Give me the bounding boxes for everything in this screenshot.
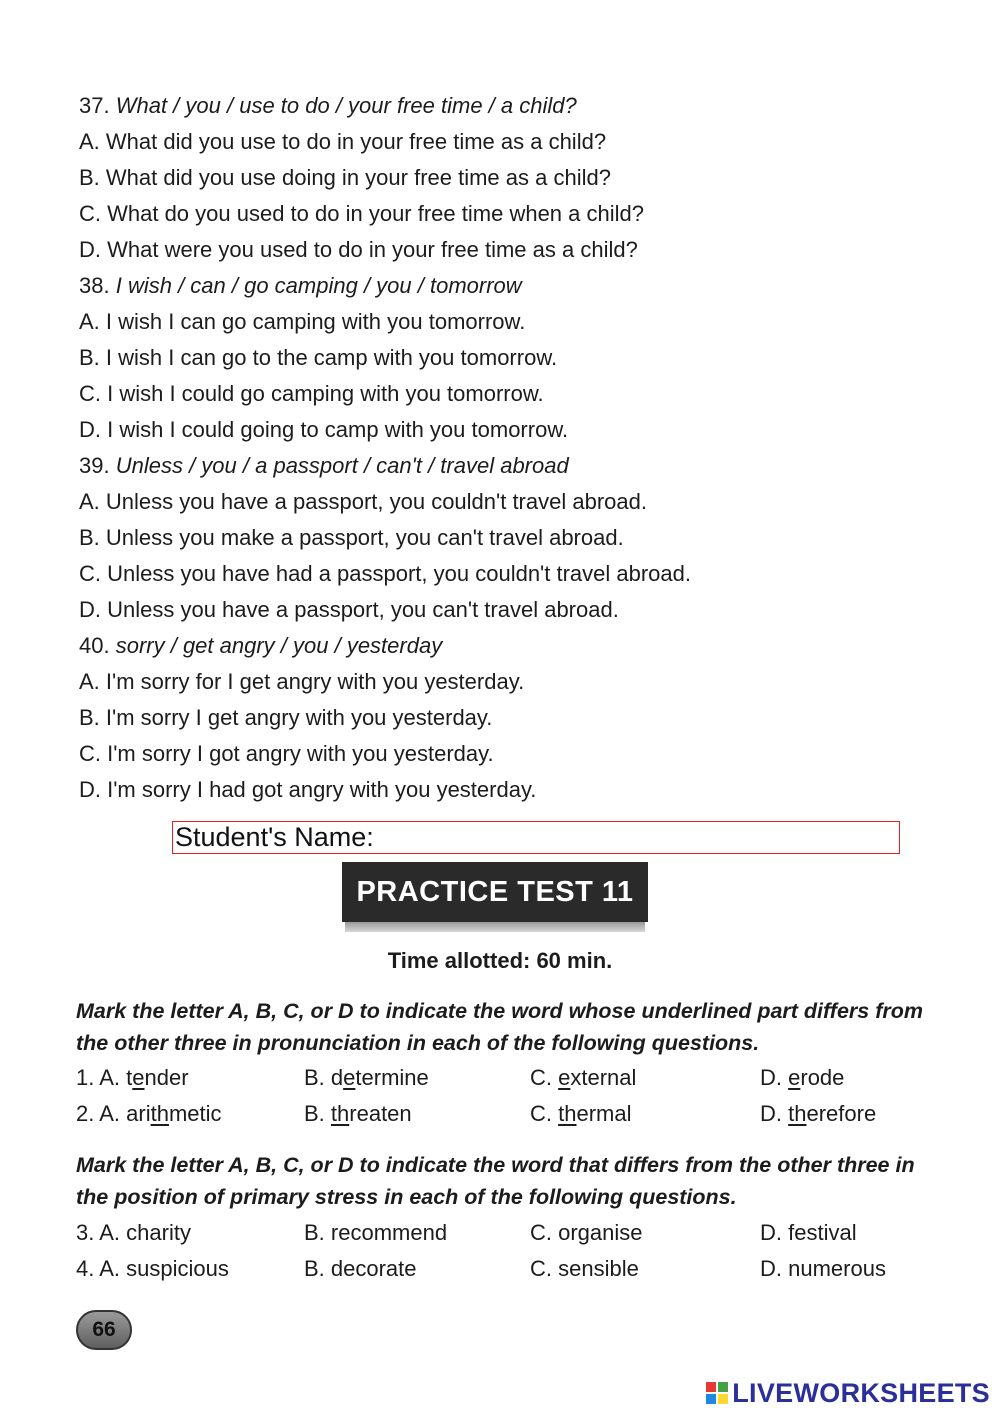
option-b: B. Unless you make a passport, you can't travel abroad. xyxy=(79,525,624,550)
option-d: D. I'm sorry I had got angry with you yesterday. xyxy=(79,777,537,802)
option-2c: C. thermal xyxy=(530,1101,632,1126)
option-2d: D. therefore xyxy=(760,1101,877,1126)
option-4a: 4. A. suspicious xyxy=(76,1256,229,1281)
option-a: A. Unless you have a passport, you couldn't travel abroad. xyxy=(79,489,647,514)
option-3c: C. organise xyxy=(530,1220,643,1245)
option-c: C. What do you used to do in your free time when a child? xyxy=(79,201,644,226)
question-1 xyxy=(76,1060,956,1096)
option-b: B. I wish I can go to the camp with you tomorrow. xyxy=(79,345,558,370)
option-a: A. What did you use to do in your free time as a child? xyxy=(79,129,607,154)
option-b: B. What did you use doing in your free time as a child? xyxy=(79,165,611,190)
question-stem: 38. I wish / can / go camping / you / tomorrow xyxy=(79,273,522,298)
option-c: C. I'm sorry I got angry with you yesterday. xyxy=(79,741,494,766)
sentence-building-questions xyxy=(79,88,939,808)
question-40 xyxy=(79,628,939,808)
question-4 xyxy=(76,1251,956,1287)
option-1c: C. external xyxy=(530,1065,637,1090)
time-allotted: Time allotted: 60 min. xyxy=(387,948,613,973)
option-2b: B. threaten xyxy=(304,1101,412,1126)
question-37 xyxy=(79,88,939,268)
option-b: B. I'm sorry I get angry with you yesterday. xyxy=(79,705,493,730)
option-1b: B. determine xyxy=(304,1065,429,1090)
option-1d: D. erode xyxy=(760,1065,845,1090)
option-d: D. Unless you have a passport, you can't travel abroad. xyxy=(79,597,619,622)
option-c: C. Unless you have had a passport, you couldn't travel abroad. xyxy=(79,561,692,586)
option-a: A. I'm sorry for I get angry with you yesterday. xyxy=(79,669,525,694)
option-3a: 3. A. charity xyxy=(76,1220,191,1245)
option-1a: 1. A. tender xyxy=(76,1065,189,1090)
option-a: A. I wish I can go camping with you tomorrow. xyxy=(79,309,526,334)
page-number-badge: 66 xyxy=(76,1310,132,1350)
option-c: C. I wish I could go camping with you tomorrow. xyxy=(79,381,544,406)
option-3d: D. festival xyxy=(760,1220,857,1245)
test-title-banner: PRACTICE TEST 11 xyxy=(342,862,648,922)
option-d: D. I wish I could going to camp with you tomorrow. xyxy=(79,417,569,442)
question-2 xyxy=(76,1096,956,1132)
pronunciation-instruction: Mark the letter A, B, C, or D to indicate the word whose underlined part differs from the other three in pronunciation in each of the following questions. xyxy=(76,999,923,1055)
option-d: D. What were you used to do in your free time as a child? xyxy=(79,237,638,262)
question-38 xyxy=(79,268,939,448)
option-4c: C. sensible xyxy=(530,1256,639,1281)
question-39 xyxy=(79,448,939,628)
option-3b: B. recommend xyxy=(304,1220,448,1245)
question-stem: 37. What / you / use to do / your free time / a child? xyxy=(79,93,577,118)
liveworksheets-logo xyxy=(706,1378,990,1408)
option-4b: B. decorate xyxy=(304,1256,417,1281)
brand-name: LIVEWORKSHEETS xyxy=(732,1377,990,1408)
option-2a: 2. A. arithmetic xyxy=(76,1101,222,1126)
option-4d: D. numerous xyxy=(760,1256,886,1281)
question-stem: 40. sorry / get angry / you / yesterday xyxy=(79,633,443,658)
question-3 xyxy=(76,1215,956,1251)
banner-shadow xyxy=(345,922,645,932)
stress-instruction: Mark the letter A, B, C, or D to indicate the word that differs from the other three in the position of primary stress in each of the following questions. xyxy=(76,1153,915,1209)
question-stem: 39. Unless / you / a passport / can't / travel abroad xyxy=(79,453,569,478)
student-name-field[interactable]: Student's Name: xyxy=(172,821,900,854)
liveworksheets-icon xyxy=(706,1382,728,1404)
